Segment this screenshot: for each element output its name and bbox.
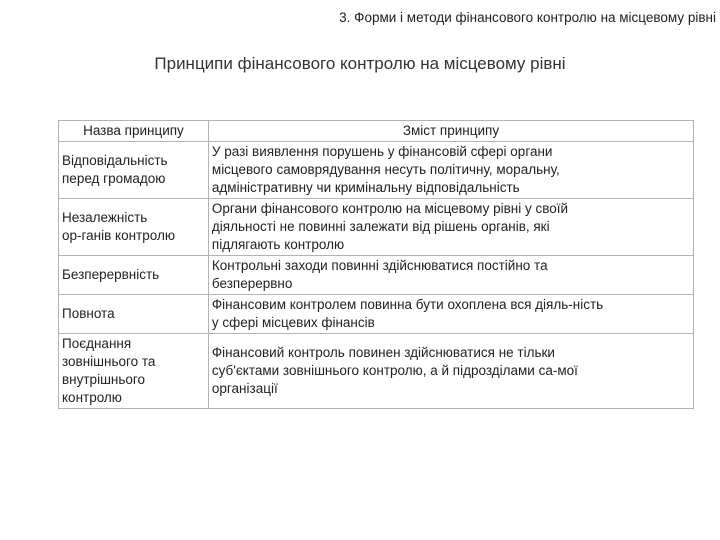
table-row: [59, 295, 694, 334]
principle-content-line: суб'єктами зовнішнього контролю, а й підрозділами са-мої: [211, 363, 578, 378]
principle-name-line: зовнішнього та: [62, 354, 156, 369]
principle-name-line: контролю: [62, 390, 122, 405]
principle-name-line: Відповідальність: [62, 152, 168, 168]
principle-name-line: внутрішнього: [62, 372, 146, 387]
principle-content: [208, 256, 693, 295]
table-row: [59, 142, 694, 199]
slide-header: 3. Форми і методи фінансового контролю на місцевому рівні: [339, 10, 716, 25]
principle-content-line: у сфері місцевих фінансів: [211, 315, 375, 330]
principle-name-line: Незалежність: [62, 210, 148, 225]
principle-name: [59, 199, 209, 256]
principle-content-line: безперервно: [211, 276, 293, 291]
table-row: [59, 334, 694, 409]
principle-content: [208, 295, 693, 334]
principle-name: [59, 256, 209, 295]
principle-content-line: місцевого самоврядування несуть політичну, моральну,: [211, 162, 560, 177]
column-header-name: Назва принципу: [59, 121, 209, 142]
principle-content-line: адміністративну чи кримінальну відповідальність: [211, 180, 520, 195]
principle-content-line: Фінансовий контроль повинен здійснюватися не тільки: [211, 345, 555, 360]
table-row: [59, 256, 694, 295]
principle-name-line: Повнота: [62, 306, 115, 321]
principle-content-line: Органи фінансового контролю на місцевому рівні у своїй: [211, 201, 569, 216]
table-header-row: [59, 121, 694, 142]
principles-table: [58, 120, 694, 409]
principle-content-line: діяльності не повинні залежати від рішень органів, які: [211, 219, 550, 234]
principle-content-line: підлягають контролю: [211, 237, 345, 252]
principle-content: [208, 334, 693, 409]
principle-name: [59, 334, 209, 409]
principle-name-line: Поєднання: [62, 336, 132, 351]
principle-name: [59, 295, 209, 334]
principle-content: [208, 199, 693, 256]
principle-content-line: Фінансовим контролем повинна бути охоплена вся діяль-ність: [211, 297, 604, 312]
principle-name: [59, 142, 209, 199]
principle-name-line: Безперервність: [62, 267, 160, 282]
principle-name-line: перед громадою: [62, 170, 166, 186]
principle-content-line: Контрольні заходи повинні здійснюватися постійно та: [211, 258, 548, 273]
principle-content-line: організації: [211, 381, 278, 396]
slide-title: Принципи фінансового контролю на місцевому рівні: [154, 54, 566, 73]
table-row: [59, 199, 694, 256]
principle-content-line: У разі виявлення порушень у фінансовій сфері органи: [211, 144, 553, 159]
column-header-content: Зміст принципу: [208, 121, 693, 142]
principle-content: [208, 142, 693, 199]
principle-name-line: ор-ганів контролю: [62, 228, 175, 243]
